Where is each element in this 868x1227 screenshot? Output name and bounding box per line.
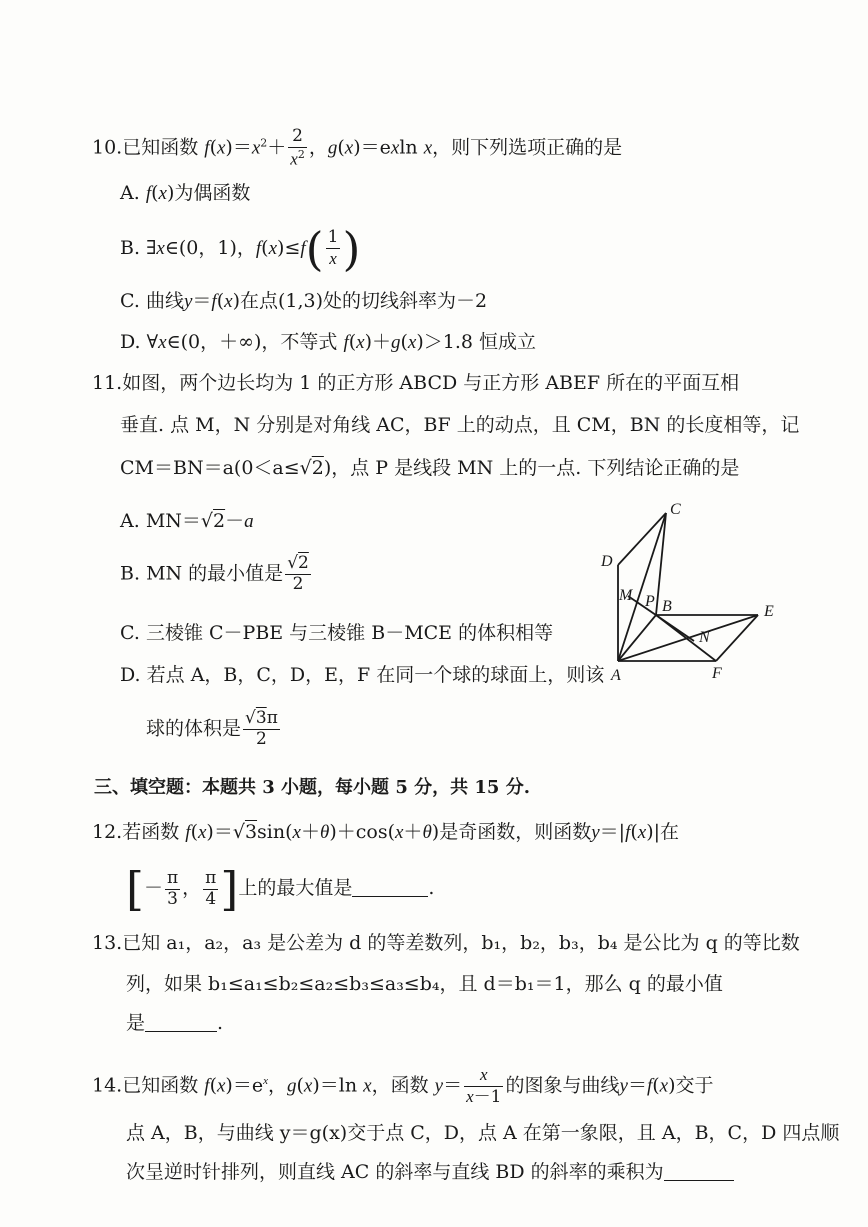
q10-option-b: B. ∃x∈(0，1)，f(x)≤f( $\frac{1}{x}$ ) <box>120 222 361 276</box>
q11-option-d: D. 若点 A，B，C，D，E，F 在同一个球的球面上，则该 <box>120 664 605 686</box>
label-p: P <box>645 593 655 610</box>
label-b: B <box>662 598 672 615</box>
q10-stem-text: 已知函数 <box>122 136 199 159</box>
label-d: D <box>601 553 613 570</box>
label-m: M <box>619 587 633 604</box>
q12-line1: 12.若函数 f(x)＝√3sin(x＋θ)＋cos(x＋θ)是奇函数，则函数y＝|f(x)|在 <box>92 821 680 843</box>
q10-option-c: C. 曲线y＝f(x)在点(1,3)处的切线斜率为－2 <box>120 290 488 312</box>
q10-option-d: D. ∀x∈(0，＋∞)，不等式 f(x)＋g(x)＞1.8 恒成立 <box>120 331 537 353</box>
label-c: C <box>670 501 681 518</box>
q11-option-a: A. MN＝√2－a <box>120 510 254 532</box>
q13-line1: 13.已知 a₁，a₂，a₃ 是公差为 d 的等差数列，b₁，b₂，b₃，b₄ 是公比为 q 的等比数 <box>92 932 800 954</box>
q11-line1: 11.如图，两个边长均为 1 的正方形 ABCD 与正方形 ABEF 所在的平面互相 <box>92 372 740 394</box>
q11-geometry-figure <box>598 498 798 688</box>
q14-line2: 点 A，B，与曲线 y＝g(x)交于点 C，D，点 A 在第一象限，且 A，B，C，D 四点顺 <box>126 1122 840 1144</box>
label-a: A <box>611 667 621 684</box>
q11-option-c: C. 三棱锥 C－PBE 与三棱锥 B－MCE 的体积相等 <box>120 622 554 644</box>
q13-line2: 列，如果 b₁≤a₁≤b₂≤a₂≤b₃≤a₃≤b₄，且 d＝b₁＝1，那么 q 的最小值 <box>126 973 723 995</box>
q12-line2: [－ $\frac{\pi}{3}$ ， $\frac{\pi}{4}$ ]上的最大值是 . <box>126 862 435 916</box>
section-3-heading: 三、填空题：本题共 3 小题，每小题 5 分，共 15 分. <box>94 777 530 798</box>
label-e: E <box>764 603 774 620</box>
q13-answer-blank <box>145 1031 217 1032</box>
q11-option-b: B. MN 的最小值是 $\frac{√2}{2}$ <box>120 553 309 594</box>
fraction-2-over-x2: $\frac{2}{x^2}$ <box>290 126 305 169</box>
q13-line3: 是 . <box>126 1012 224 1034</box>
q14-answer-blank <box>664 1180 734 1181</box>
q11-line2: 垂直. 点 M，N 分别是对角线 AC，BF 上的动点，且 CM，BN 的长度相等，记 <box>120 414 800 436</box>
q10-number: 10. <box>92 136 123 159</box>
q10-option-a: A. f(x)为偶函数 <box>120 182 251 204</box>
q11-option-d-cont: 球的体积是 $\frac{√3\pi}{2}$ <box>146 708 278 749</box>
label-n: N <box>699 629 710 646</box>
q10-stem: 10.已知函数 $f(x)=x^2+$ $\frac{2}{x^2}$ ，g(x)＝exln x，则下列选项正确的是 <box>92 126 623 169</box>
q14-line1: 14.已知函数 $f(x)=e^x$，g(x)＝ln x，函数 y＝ $\frac{x}{x-1}$ 的图象与曲线y＝f(x)交于 <box>92 1065 714 1107</box>
q14-line3: 次呈逆时针排列，则直线 AC 的斜率与直线 BD 的斜率的乘积为 <box>126 1163 734 1182</box>
q10-stem-tail: 则下列选项正确的是 <box>451 136 623 159</box>
label-f: F <box>712 665 722 682</box>
q11-line3: CM＝BN＝a(0＜a≤√2)，点 P 是线段 MN 上的一点. 下列结论正确的是 <box>120 457 740 479</box>
q12-answer-blank <box>352 896 428 897</box>
